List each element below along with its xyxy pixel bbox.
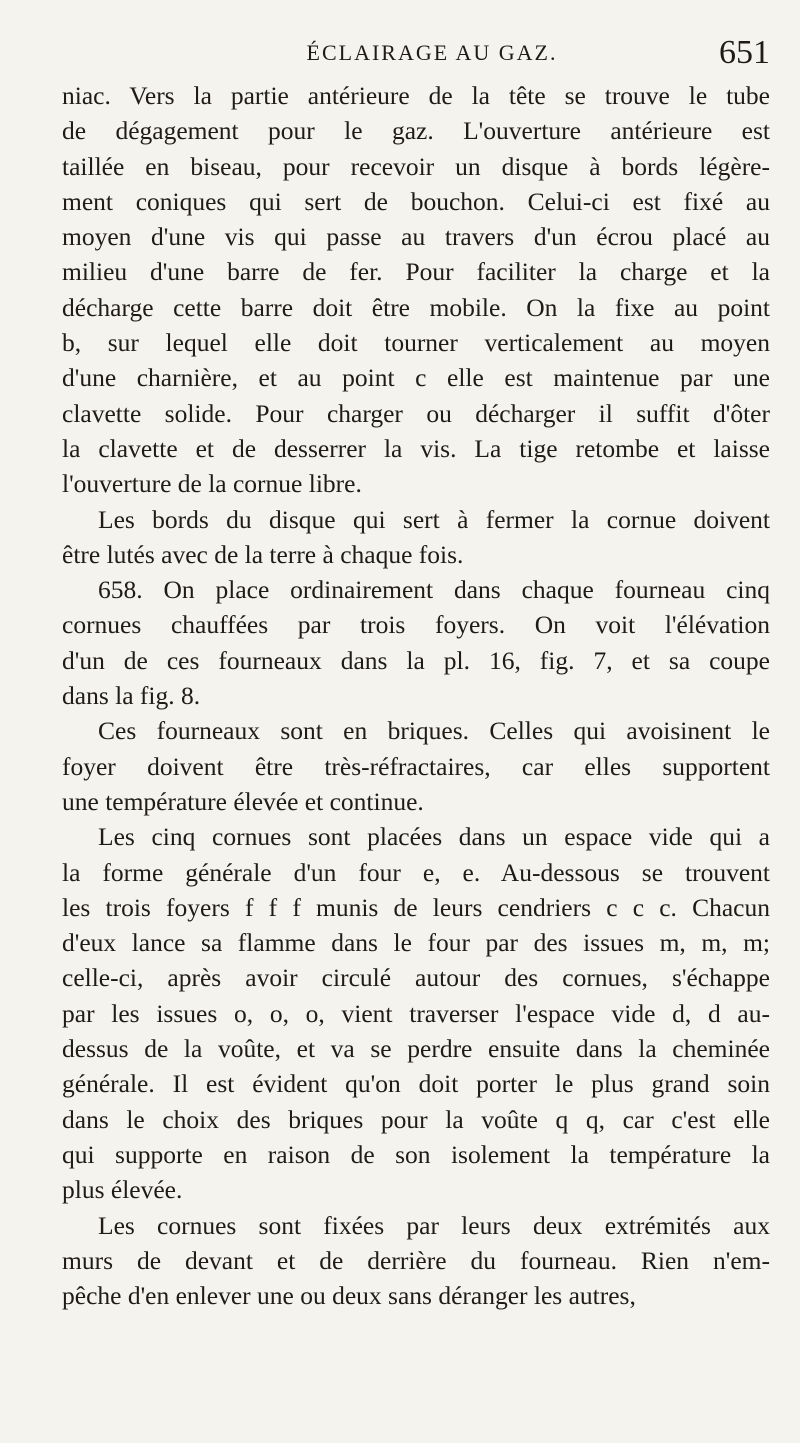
text-line: niac. Vers la partie antérieure de la tête se trouve le tube: [62, 81, 770, 110]
text-line: la forme générale d'un four e, e. Au-dessous se trouvent: [62, 857, 770, 887]
text-line: d'eux lance sa flamme dans le four par des issues m, m, m;: [62, 928, 770, 958]
text-line: décharge cette barre doit être mobile. On la fixe au point: [62, 292, 770, 322]
text-line: taillée en biseau, pour recevoir un disque à bords légère-: [62, 151, 770, 181]
text-line: dans le choix des briques pour la voûte q q, car c'est elle: [62, 1104, 770, 1134]
text-line: ment coniques qui sert de bouchon. Celui-ci est fixé au: [62, 186, 770, 216]
text-line: cornues chauffées par trois foyers. On voit l'élévation: [62, 610, 770, 640]
page-header: [62, 34, 770, 74]
text-line: qui supporte en raison de son isolement la température la: [62, 1139, 770, 1169]
text-line: les trois foyers f f f munis de leurs cendriers c c c. Chacun: [62, 892, 770, 922]
text-line: pêche d'en enlever une ou deux sans déranger les autres,: [62, 1281, 636, 1311]
text-line: dessus de la voûte, et va se perdre ensuite dans la cheminée: [62, 1034, 770, 1064]
text-line: Les cinq cornues sont placées dans un espace vide qui a: [98, 822, 770, 852]
text-line: plus élevée.: [62, 1175, 183, 1205]
text-line: d'un de ces fourneaux dans la pl. 16, fig. 7, et sa coupe: [62, 645, 770, 675]
text-line: milieu d'une barre de fer. Pour faciliter la charge et la: [62, 257, 770, 287]
text-line: d'une charnière, et au point c elle est maintenue par une: [62, 363, 770, 393]
text-line: moyen d'une vis qui passe au travers d'un écrou placé au: [62, 222, 770, 252]
text-line: générale. Il est évident qu'on doit porter le plus grand soin: [62, 1069, 770, 1099]
text-line: l'ouverture de la cornue libre.: [62, 469, 362, 499]
text-line: Les cornues sont fixées par leurs deux extrémités aux: [98, 1210, 770, 1240]
text-line: Ces fourneaux sont en briques. Celles qui avoisinent le: [98, 716, 770, 746]
text-line: Les bords du disque qui sert à fermer la cornue doivent: [98, 504, 770, 534]
text-line: être lutés avec de la terre à chaque fois.: [62, 539, 464, 569]
body-text: [62, 78, 770, 1313]
text-line: clavette solide. Pour charger ou décharger il suffit d'ôter: [62, 398, 770, 428]
running-title: ÉCLAIRAGE AU GAZ.: [306, 40, 558, 65]
text-line: la clavette et de desserrer la vis. La tige retombe et laisse: [62, 433, 770, 463]
text-line: de dégagement pour le gaz. L'ouverture antérieure est: [62, 116, 770, 146]
text-line: une température élevée et continue.: [62, 786, 424, 816]
page-number: 651: [719, 34, 770, 71]
text-line: dans la fig. 8.: [62, 681, 201, 711]
text-line: 658. On place ordinairement dans chaque fourneau cinq: [98, 575, 770, 605]
text-line: b, sur lequel elle doit tourner verticalement au moyen: [62, 328, 770, 358]
text-line: celle-ci, après avoir circulé autour des cornues, s'échappe: [62, 963, 770, 993]
text-line: murs de devant et de derrière du fourneau. Rien n'em-: [62, 1245, 770, 1275]
text-line: foyer doivent être très-réfractaires, car elles supportent: [62, 751, 770, 781]
text-line: par les issues o, o, o, vient traverser l'espace vide d, d au-: [62, 998, 770, 1028]
